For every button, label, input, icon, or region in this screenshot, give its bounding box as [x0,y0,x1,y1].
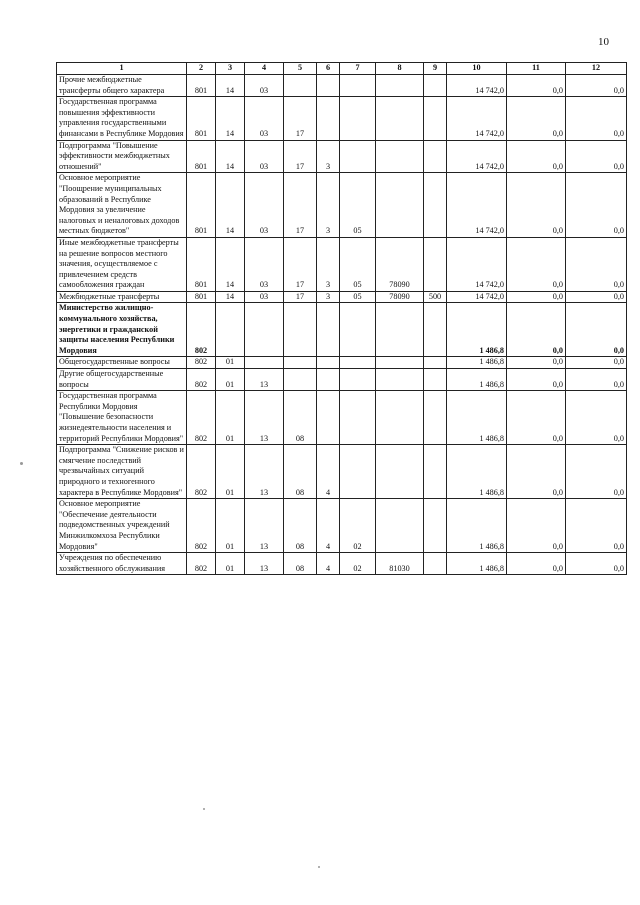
table-row [57,369,627,391]
subsection-cell: 03 [245,140,284,173]
expense-type-cell [424,391,447,445]
section-cell: 01 [216,445,245,499]
direction-cell [376,140,424,173]
section-cell [216,303,245,357]
column-header: 9 [424,63,447,75]
row-name-cell: Другие общегосударственные вопросы [57,369,187,391]
row-name-cell: Основное мероприятие "Обеспечение деятельности подведомственных учреждений Минжилкомхоза Республики Мордовия" [57,499,187,553]
direction-cell [376,445,424,499]
amount-cell: 14 742,0 [447,97,507,140]
subsection-cell: 13 [245,445,284,499]
amount-cell: 0,0 [566,369,627,391]
amount-cell: 0,0 [566,499,627,553]
amount-cell: 0,0 [507,357,566,369]
table-row [57,291,627,303]
section-cell: 14 [216,291,245,303]
amount-cell: 0,0 [507,75,566,97]
subprogram-cell [317,75,340,97]
section-cell: 14 [216,173,245,238]
row-name-cell: Государственная программа Республики Мордовия "Повышение безопасности жизнедеятельности населения и территорий Республики Мордовия" [57,391,187,445]
admin-code-cell: 802 [187,303,216,357]
direction-cell [376,303,424,357]
header-row [57,63,627,75]
subprogram-cell [317,357,340,369]
section-cell: 14 [216,97,245,140]
budget-table [56,62,627,575]
subprogram-cell: 3 [317,237,340,291]
admin-code-cell: 801 [187,75,216,97]
amount-cell: 0,0 [566,553,627,575]
amount-cell: 1 486,8 [447,499,507,553]
activity-cell [340,357,376,369]
expense-type-cell [424,173,447,238]
column-header: 7 [340,63,376,75]
amount-cell: 0,0 [507,499,566,553]
direction-cell [376,391,424,445]
amount-cell: 1 486,8 [447,303,507,357]
program-cell: 08 [284,553,317,575]
activity-cell [340,391,376,445]
admin-code-cell: 801 [187,291,216,303]
subprogram-cell [317,391,340,445]
section-cell: 01 [216,391,245,445]
expense-type-cell [424,75,447,97]
expense-type-cell [424,553,447,575]
row-name-cell: Общегосударственные вопросы [57,357,187,369]
admin-code-cell: 802 [187,499,216,553]
admin-code-cell: 801 [187,237,216,291]
table-row [57,553,627,575]
table-row [57,97,627,140]
program-cell [284,303,317,357]
subsection-cell: 03 [245,173,284,238]
expense-type-cell [424,140,447,173]
subprogram-cell: 4 [317,445,340,499]
section-cell: 01 [216,553,245,575]
activity-cell: 05 [340,291,376,303]
row-name-cell: Подпрограмма "Снижение рисков и смягчение последствий чрезвычайных ситуаций природного и техногенного характера в Республике Мордовия" [57,445,187,499]
subsection-cell [245,357,284,369]
column-header: 6 [317,63,340,75]
section-cell: 14 [216,140,245,173]
expense-type-cell [424,369,447,391]
row-name-cell: Подпрограмма "Повышение эффективности межбюджетных отношений" [57,140,187,173]
column-header: 8 [376,63,424,75]
row-name-cell: Межбюджетные трансферты [57,291,187,303]
direction-cell [376,369,424,391]
expense-type-cell [424,357,447,369]
amount-cell: 0,0 [566,391,627,445]
section-cell: 14 [216,75,245,97]
admin-code-cell: 802 [187,369,216,391]
activity-cell: 05 [340,173,376,238]
amount-cell: 0,0 [566,303,627,357]
admin-code-cell: 801 [187,173,216,238]
subsection-cell: 03 [245,75,284,97]
amount-cell: 0,0 [566,75,627,97]
amount-cell: 0,0 [507,391,566,445]
subsection-cell: 03 [245,237,284,291]
amount-cell: 1 486,8 [447,391,507,445]
activity-cell: 02 [340,499,376,553]
activity-cell [340,75,376,97]
program-cell: 08 [284,445,317,499]
program-cell: 17 [284,291,317,303]
amount-cell: 0,0 [507,140,566,173]
amount-cell: 1 486,8 [447,445,507,499]
subsection-cell: 13 [245,391,284,445]
subsection-cell: 13 [245,553,284,575]
table-row [57,499,627,553]
direction-cell: 78090 [376,237,424,291]
admin-code-cell: 802 [187,357,216,369]
subprogram-cell: 3 [317,291,340,303]
program-cell [284,369,317,391]
activity-cell: 05 [340,237,376,291]
amount-cell: 14 742,0 [447,75,507,97]
program-cell: 08 [284,499,317,553]
scan-speck [318,866,320,868]
amount-cell: 0,0 [507,553,566,575]
amount-cell: 0,0 [566,291,627,303]
amount-cell: 0,0 [566,140,627,173]
admin-code-cell: 802 [187,391,216,445]
direction-cell: 81030 [376,553,424,575]
direction-cell [376,75,424,97]
amount-cell: 0,0 [507,369,566,391]
row-name-cell: Государственная программа повышения эффективности управления государственными финансами в Республике Мордовия [57,97,187,140]
subsection-cell: 13 [245,369,284,391]
expense-type-cell [424,237,447,291]
amount-cell: 0,0 [507,291,566,303]
section-cell: 01 [216,357,245,369]
table-row [57,173,627,238]
row-name-cell: Иные межбюджетные трансферты на решение вопросов местного значения, осуществляемое с привлечением средств самообложения граждан [57,237,187,291]
amount-cell: 0,0 [566,445,627,499]
amount-cell: 0,0 [566,237,627,291]
subprogram-cell: 4 [317,553,340,575]
admin-code-cell: 801 [187,97,216,140]
column-header: 11 [507,63,566,75]
column-header: 3 [216,63,245,75]
admin-code-cell: 801 [187,140,216,173]
direction-cell [376,173,424,238]
section-cell: 01 [216,499,245,553]
subprogram-cell [317,303,340,357]
subprogram-cell: 4 [317,499,340,553]
amount-cell: 1 486,8 [447,369,507,391]
amount-cell: 1 486,8 [447,553,507,575]
scan-speck [203,808,205,810]
column-header: 12 [566,63,627,75]
page-number: 10 [598,36,609,48]
program-cell: 17 [284,97,317,140]
subprogram-cell: 3 [317,140,340,173]
table-row [57,445,627,499]
amount-cell: 14 742,0 [447,237,507,291]
amount-cell: 0,0 [566,357,627,369]
amount-cell: 0,0 [566,97,627,140]
amount-cell: 0,0 [507,445,566,499]
expense-type-cell: 500 [424,291,447,303]
activity-cell [340,445,376,499]
subprogram-cell [317,369,340,391]
amount-cell: 14 742,0 [447,140,507,173]
row-name-cell: Учреждения по обеспечению хозяйственного обслуживания [57,553,187,575]
table-row [57,140,627,173]
activity-cell [340,369,376,391]
expense-type-cell [424,97,447,140]
amount-cell: 14 742,0 [447,291,507,303]
amount-cell: 0,0 [507,173,566,238]
direction-cell [376,97,424,140]
table-row [57,237,627,291]
column-header: 4 [245,63,284,75]
amount-cell: 0,0 [507,237,566,291]
column-header: 10 [447,63,507,75]
section-cell: 14 [216,237,245,291]
column-header: 5 [284,63,317,75]
amount-cell: 14 742,0 [447,173,507,238]
subsection-cell: 03 [245,97,284,140]
activity-cell [340,97,376,140]
section-cell: 01 [216,369,245,391]
program-cell: 08 [284,391,317,445]
expense-type-cell [424,499,447,553]
amount-cell: 0,0 [507,97,566,140]
activity-cell [340,140,376,173]
expense-type-cell [424,445,447,499]
row-name-cell: Министерство жилищно-коммунального хозяйства, энергетики и гражданской защиты населения Республики Мордовия [57,303,187,357]
expense-type-cell [424,303,447,357]
table-row [57,357,627,369]
admin-code-cell: 802 [187,445,216,499]
table-row [57,75,627,97]
table-body [57,75,627,575]
program-cell [284,357,317,369]
amount-cell: 1 486,8 [447,357,507,369]
direction-cell [376,357,424,369]
program-cell: 17 [284,140,317,173]
amount-cell: 0,0 [507,303,566,357]
column-header: 2 [187,63,216,75]
subsection-cell [245,303,284,357]
subsection-cell: 03 [245,291,284,303]
table-row [57,303,627,357]
program-cell [284,75,317,97]
scan-speck [20,462,23,465]
table-row [57,391,627,445]
row-name-cell: Прочие межбюджетные трансферты общего характера [57,75,187,97]
direction-cell [376,499,424,553]
amount-cell: 0,0 [566,173,627,238]
activity-cell [340,303,376,357]
column-header: 1 [57,63,187,75]
row-name-cell: Основное мероприятие "Поощрение муниципальных образований в Республике Мордовия за увеличение налоговых и неналоговых доходов местных бюджетов" [57,173,187,238]
activity-cell: 02 [340,553,376,575]
admin-code-cell: 802 [187,553,216,575]
subprogram-cell [317,97,340,140]
subprogram-cell: 3 [317,173,340,238]
program-cell: 17 [284,173,317,238]
program-cell: 17 [284,237,317,291]
direction-cell: 78090 [376,291,424,303]
subsection-cell: 13 [245,499,284,553]
